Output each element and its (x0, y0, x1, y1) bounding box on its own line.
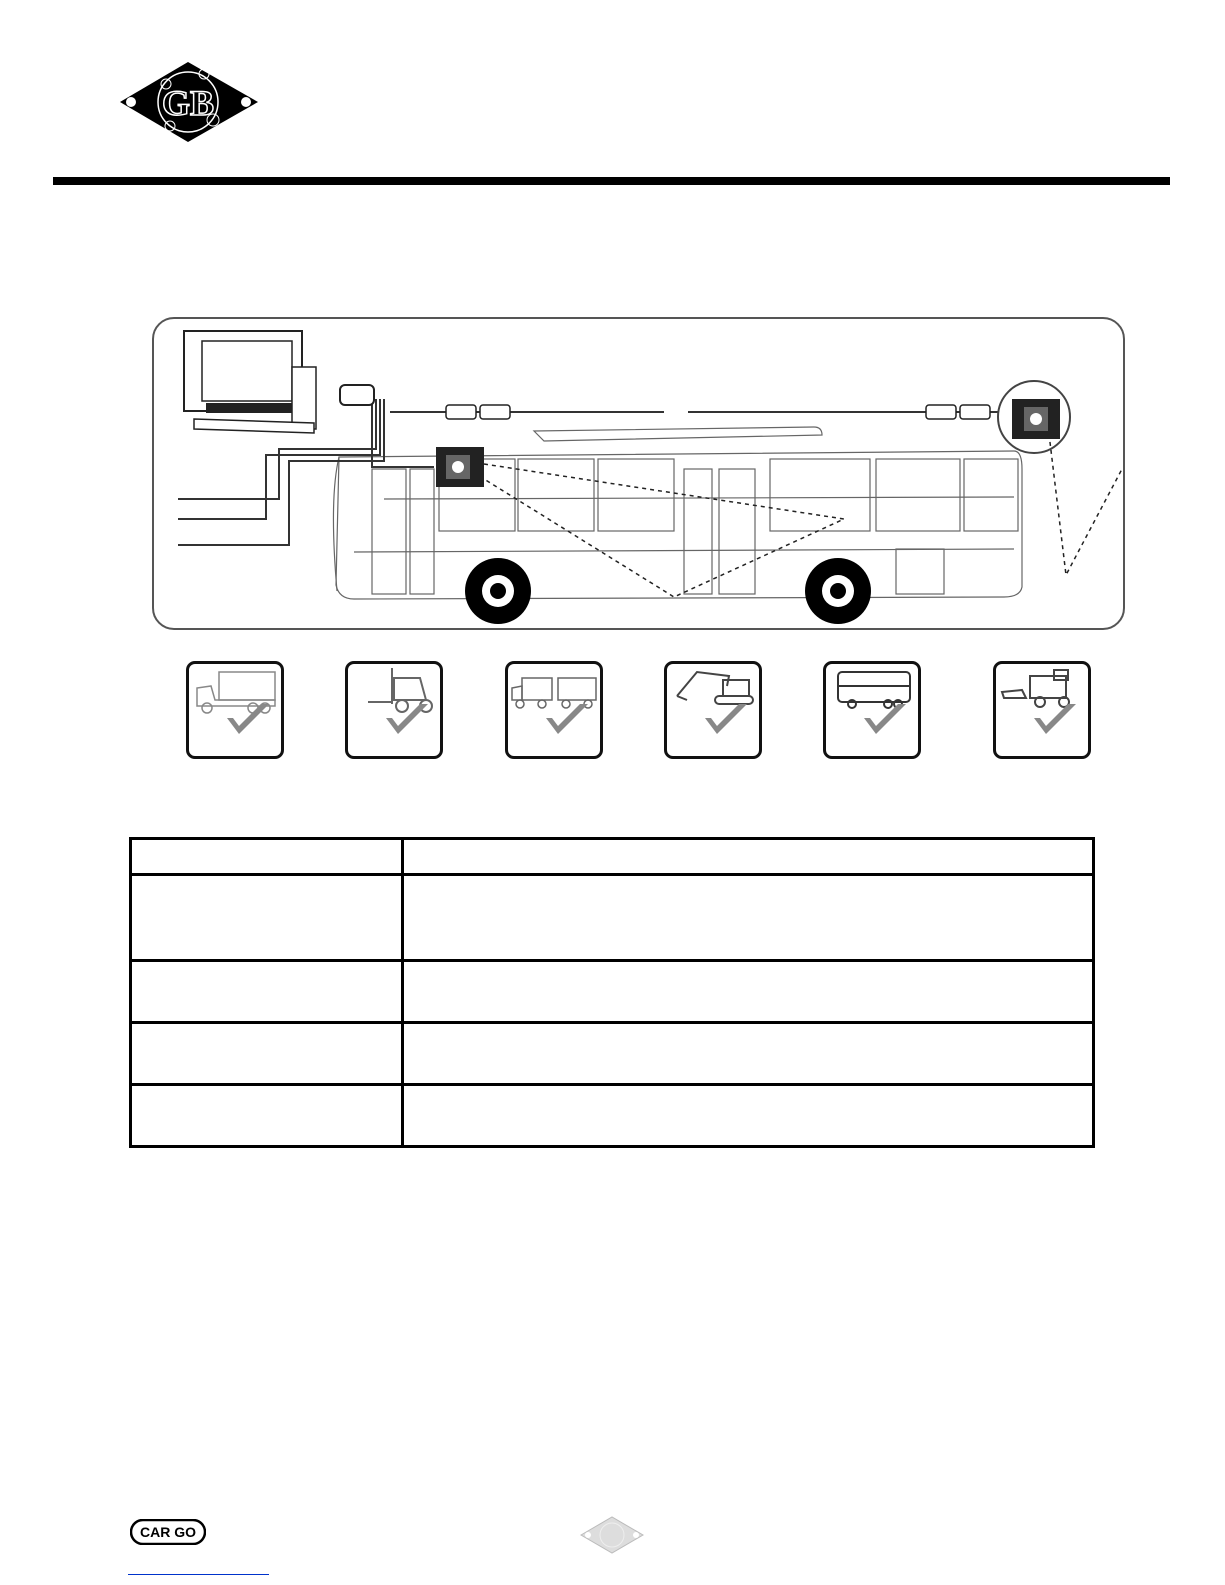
camera-icon (436, 447, 484, 487)
application-truck (186, 661, 284, 759)
monitor-icon (184, 331, 316, 433)
table-cell (403, 875, 1094, 961)
cargo-logo-text: CAR GO (140, 1524, 196, 1540)
application-lorry-trailer (505, 661, 603, 759)
table-row (131, 839, 1094, 875)
table-cell (131, 839, 403, 875)
harvester-icon (1002, 670, 1069, 707)
table-row (131, 1023, 1094, 1085)
footer-emblem-icon (579, 1515, 645, 1555)
lorry-trailer-icon (512, 678, 596, 708)
table-cell (403, 1023, 1094, 1085)
application-forklift (345, 661, 443, 759)
table-cell (131, 1085, 403, 1147)
bus-wheels (465, 558, 871, 624)
camera-icon (998, 381, 1070, 453)
table-cell (131, 875, 403, 961)
table-row (131, 875, 1094, 961)
excavator-icon (677, 672, 753, 704)
table-cell (403, 961, 1094, 1023)
footer-link[interactable] (128, 1574, 269, 1575)
table-row (131, 961, 1094, 1023)
installation-diagram (152, 317, 1125, 630)
company-logo (118, 60, 260, 144)
table-cell (403, 839, 1094, 875)
logo-lettering: GB (161, 83, 215, 123)
cargo-logo (130, 1519, 206, 1545)
header-rule (53, 177, 1170, 185)
application-excavator (664, 661, 762, 759)
table-row (131, 1085, 1094, 1147)
bus-icon (838, 672, 910, 708)
table-cell (131, 1023, 403, 1085)
table-cell (131, 961, 403, 1023)
table-cell (403, 1085, 1094, 1147)
specification-table (129, 837, 1095, 1148)
application-harvester (993, 661, 1091, 759)
application-bus (823, 661, 921, 759)
